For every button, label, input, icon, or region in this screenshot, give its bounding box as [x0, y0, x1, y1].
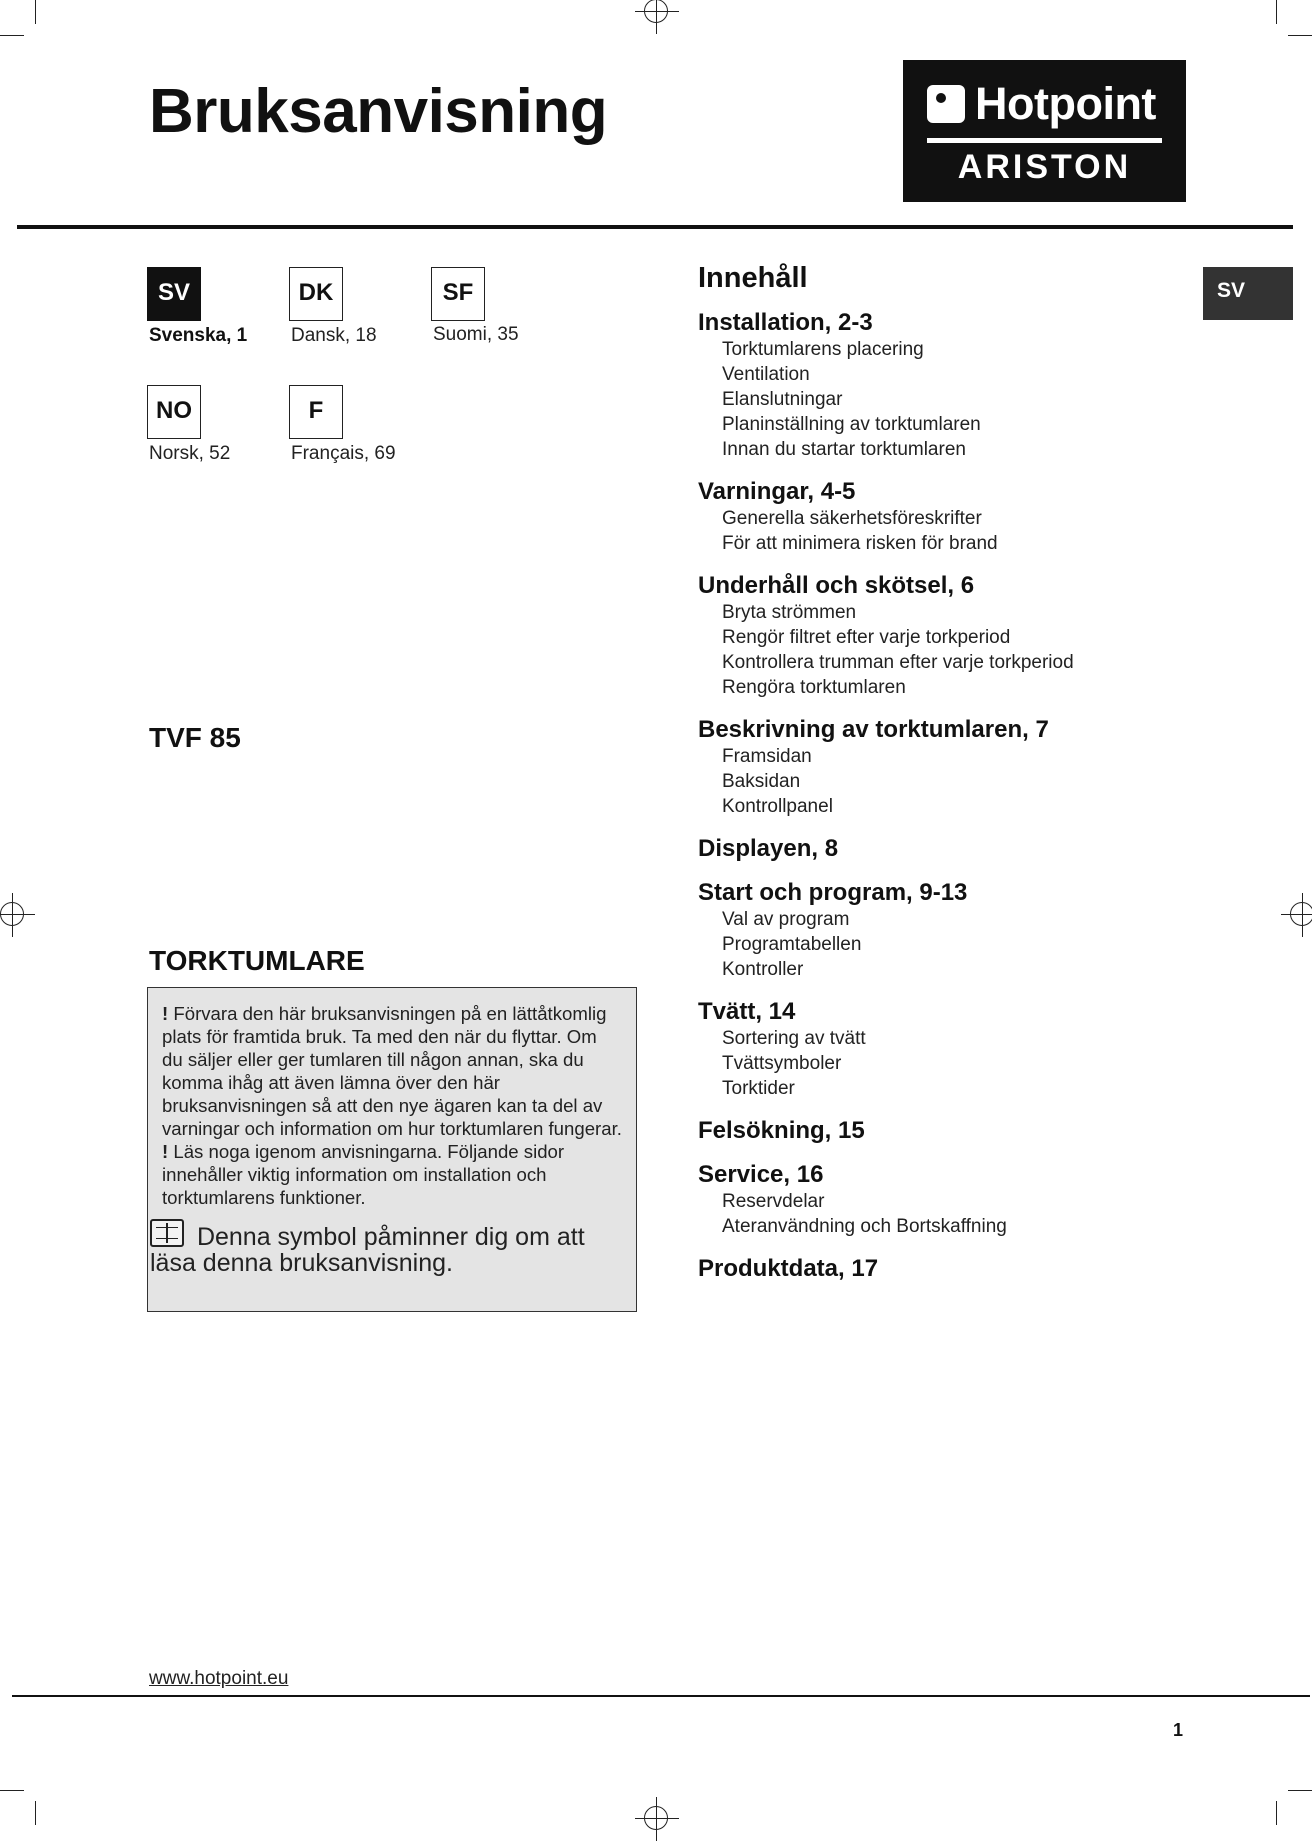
lang-label-no: Norsk, 52: [149, 443, 231, 464]
model-number: TVF 85: [149, 722, 241, 753]
toc-item: Sortering av tvätt: [722, 1028, 866, 1049]
toc-item: Bryta strömmen: [722, 602, 857, 623]
language-side-tab: SV: [1203, 267, 1293, 320]
toc-section-title: Start och program, 9-13: [698, 879, 968, 906]
toc-section-title: Service, 16: [698, 1161, 824, 1188]
toc-item: Val av program: [722, 909, 850, 930]
toc-section: [698, 478, 1178, 556]
toc-item: Rengöra torktumlaren: [722, 677, 906, 698]
notice-paragraph: [162, 1140, 622, 1209]
toc-item: Kontrollpanel: [722, 796, 833, 817]
toc-section-title: Tvätt, 14: [698, 998, 796, 1025]
toc-item: Reservdelar: [722, 1191, 825, 1212]
toc-section: [698, 998, 1178, 1101]
page-number: 1: [1173, 1720, 1184, 1740]
toc-section-title: Underhåll och skötsel, 6: [698, 572, 975, 599]
lang-box-sf: SF: [431, 267, 485, 321]
footer-divider: [12, 1695, 1310, 1697]
toc-item: Elanslutningar: [722, 389, 843, 410]
crop-mark: [35, 1801, 36, 1825]
symbol-note: [150, 1219, 622, 1276]
exclamation-mark: !: [162, 1141, 169, 1162]
lang-box-f: F: [289, 385, 343, 439]
registration-mark: [1290, 902, 1312, 926]
registration-mark: [0, 902, 24, 926]
toc-item: Ventilation: [722, 364, 810, 385]
crop-mark: [1276, 1801, 1277, 1825]
toc-section: [698, 1255, 1178, 1283]
toc-item: För att minimera risken för brand: [722, 533, 998, 554]
product-type: TORKTUMLARE: [149, 945, 365, 976]
crop-mark: [1288, 35, 1312, 36]
lang-box-no: NO: [147, 385, 201, 439]
toc-section: [698, 1117, 1178, 1145]
toc-item: Innan du startar torktumlaren: [722, 439, 966, 460]
toc-section: [698, 835, 1178, 863]
toc-item: Kontroller: [722, 959, 804, 980]
toc-item: Generella säkerhetsföreskrifter: [722, 508, 982, 529]
toc-item: Kontrollera trumman efter varje torkperiod: [722, 652, 1074, 673]
symbol-note-text: Denna symbol påminner dig om att läsa denna bruksanvisning.: [150, 1223, 585, 1277]
toc-item: Torktider: [722, 1078, 795, 1099]
table-of-contents: [698, 262, 1178, 1299]
toc-heading: Innehåll: [698, 262, 808, 294]
lang-label-dk: Dansk, 18: [291, 325, 377, 346]
toc-section-title: Varningar, 4-5: [698, 478, 856, 505]
toc-item: Tvättsymboler: [722, 1053, 842, 1074]
website-link[interactable]: www.hotpoint.eu: [149, 1668, 289, 1689]
crop-mark: [0, 1790, 24, 1791]
notice-box: [147, 987, 637, 1312]
toc-section: [698, 572, 1178, 700]
notice-text-1: Förvara den här bruksanvisningen på en lättåtkomlig plats för framtida bruk. Ta med den när du flyttar. Om du säljer eller ger tumlaren till någon annan, ska du komma ihåg att även lämna över den här bruksanvisningen så att den nye ägaren kan ta del av varningar och information om hur torktumlaren fungerar.: [162, 1003, 622, 1139]
header-divider: [17, 225, 1293, 229]
toc-item: Baksidan: [722, 771, 801, 792]
toc-section-title: Displayen, 8: [698, 835, 839, 862]
toc-section: [698, 309, 1178, 462]
registration-mark: [644, 1806, 668, 1830]
lang-label-sv: Svenska, 1: [149, 325, 248, 346]
toc-section-title: Produktdata, 17: [698, 1255, 879, 1282]
logo-rule: [927, 138, 1162, 143]
toc-item: Torktumlarens placering: [722, 339, 924, 360]
toc-section: [698, 1161, 1178, 1239]
toc-sections: [698, 309, 1178, 1283]
notice-text-2: Läs noga igenom anvisningarna. Följande sidor innehåller viktig information om installation och torktumlarens funktioner.: [162, 1141, 565, 1208]
logo-brand-text: Hotpoint: [975, 78, 1156, 129]
lang-label-f: Français, 69: [291, 443, 396, 464]
toc-section: [698, 879, 1178, 982]
lang-box-sv: SV: [147, 267, 201, 321]
logo-mark-icon: [927, 85, 965, 123]
page-title: Bruksanvisning: [149, 77, 608, 146]
logo-subbrand: ARISTON: [957, 148, 1132, 186]
crop-mark: [1276, 0, 1277, 24]
toc-section-title: Beskrivning av torktumlaren, 7: [698, 716, 1049, 743]
lang-label-sf: Suomi, 35: [433, 324, 519, 345]
toc-item: Programtabellen: [722, 934, 862, 955]
crop-mark: [1288, 1790, 1312, 1791]
crop-mark: [35, 0, 36, 24]
toc-item: Rengör filtret efter varje torkperiod: [722, 627, 1011, 648]
brand-logo: [903, 60, 1186, 202]
toc-item: Planinställning av torktumlaren: [722, 414, 981, 435]
logo-brand: [927, 78, 1156, 130]
toc-section-title: Installation, 2-3: [698, 309, 873, 336]
book-icon: [150, 1219, 184, 1247]
toc-item: Framsidan: [722, 746, 812, 767]
toc-section-title: Felsökning, 15: [698, 1117, 865, 1144]
registration-mark: [644, 0, 668, 23]
lang-box-dk: DK: [289, 267, 343, 321]
toc-item: Ateranvändning och Bortskaffning: [722, 1216, 1007, 1237]
exclamation-mark: !: [162, 1003, 169, 1024]
notice-paragraph: [162, 1002, 622, 1140]
crop-mark: [0, 35, 24, 36]
toc-section: [698, 716, 1178, 819]
